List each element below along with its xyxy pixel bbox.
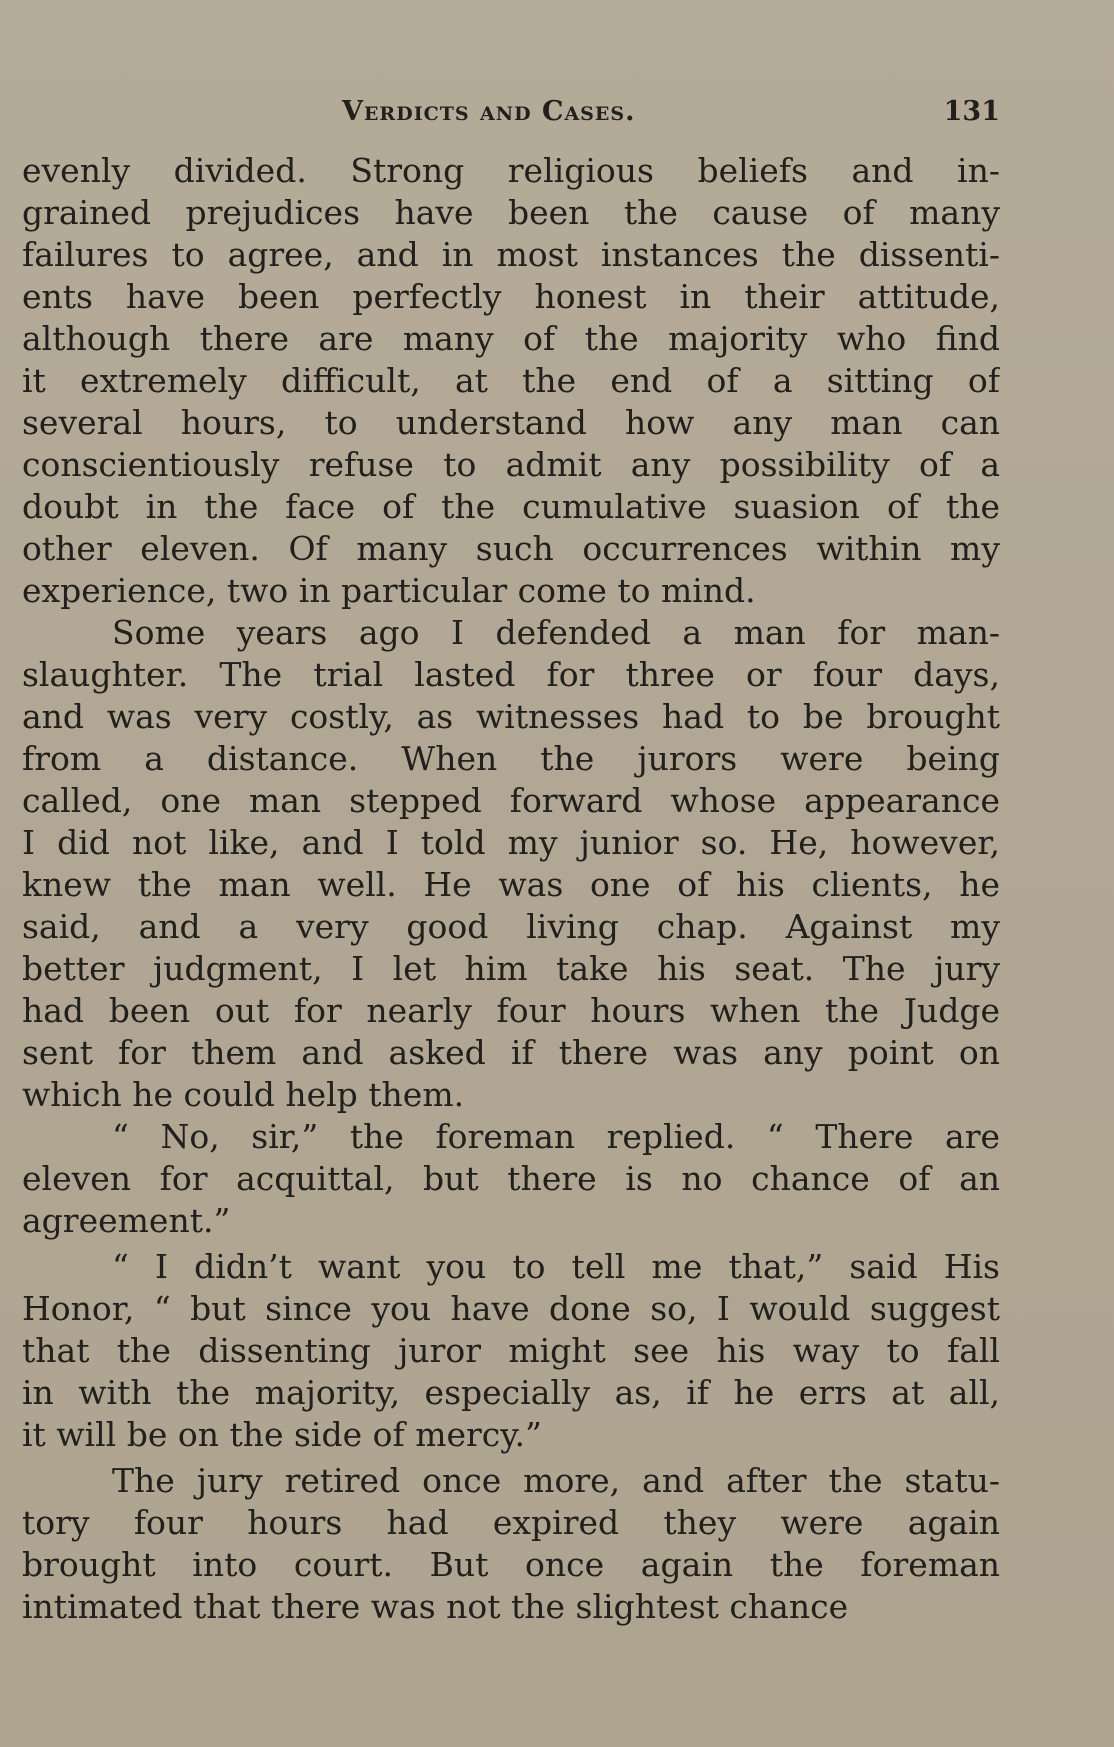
text-line: called, one man stepped forward whose appearance <box>22 781 1000 820</box>
text-line: other eleven. Of many such occurrences within my <box>22 529 1000 568</box>
body-text <box>22 150 1000 1628</box>
text-line: The jury retired once more, and after the statu- <box>112 1461 1000 1500</box>
paragraph <box>22 1246 1000 1456</box>
text-line: ents have been perfectly honest in their attitude, <box>22 277 1000 316</box>
text-line: “ I didn’t want you to tell me that,” said His <box>112 1247 1000 1286</box>
paragraph <box>22 612 1000 1116</box>
paragraph <box>22 150 1000 612</box>
text-line: Honor, “ but since you have done so, I would suggest <box>22 1289 1000 1328</box>
page-number: 131 <box>943 96 1000 127</box>
text-line: evenly divided. Strong religious beliefs and in- <box>22 151 1000 190</box>
running-head <box>22 96 1000 136</box>
text-line: although there are many of the majority who find <box>22 319 1000 358</box>
text-line: brought into court. But once again the foreman <box>22 1545 1000 1584</box>
paragraph <box>22 1460 1000 1628</box>
text-line: failures to agree, and in most instances the dissenti- <box>22 235 1000 274</box>
text-line: I did not like, and I told my junior so. He, however, <box>22 823 1000 862</box>
text-line: “ No, sir,” the foreman replied. “ There are <box>112 1117 1000 1156</box>
text-line: it extremely difficult, at the end of a sitting of <box>22 361 1000 400</box>
text-line: which he could help them. <box>22 1075 465 1114</box>
text-line: Some years ago I defended a man for man- <box>112 613 1000 652</box>
text-line: sent for them and asked if there was any point on <box>22 1033 1000 1072</box>
text-line: slaughter. The trial lasted for three or four days, <box>22 655 1000 694</box>
text-line: better judgment, I let him take his seat. The jury <box>22 949 1000 988</box>
text-line: it will be on the side of mercy.” <box>22 1415 542 1454</box>
text-line: from a distance. When the jurors were being <box>22 739 1000 778</box>
text-line: doubt in the face of the cumulative suasion of the <box>22 487 1000 526</box>
text-line: eleven for acquittal, but there is no chance of an <box>22 1159 1000 1198</box>
text-line: agreement.” <box>22 1201 231 1240</box>
paragraph <box>22 1116 1000 1242</box>
text-line: conscientiously refuse to admit any possibility of a <box>22 445 1000 484</box>
running-head-title: Verdicts and Cases. <box>342 96 636 127</box>
text-line: had been out for nearly four hours when the Judge <box>22 991 1000 1030</box>
text-line: in with the majority, especially as, if he errs at all, <box>22 1373 1000 1412</box>
text-line: grained prejudices have been the cause of many <box>22 193 1000 232</box>
text-line: and was very costly, as witnesses had to be brought <box>22 697 1000 736</box>
text-line: tory four hours had expired they were again <box>22 1503 1000 1542</box>
text-line: experience, two in particular come to mind. <box>22 571 756 610</box>
text-line: several hours, to understand how any man can <box>22 403 1000 442</box>
text-line: intimated that there was not the slightest chance <box>22 1587 849 1626</box>
text-line: said, and a very good living chap. Against my <box>22 907 1000 946</box>
text-line: that the dissenting juror might see his way to fall <box>22 1331 1000 1370</box>
text-line: knew the man well. He was one of his clients, he <box>22 865 1000 904</box>
